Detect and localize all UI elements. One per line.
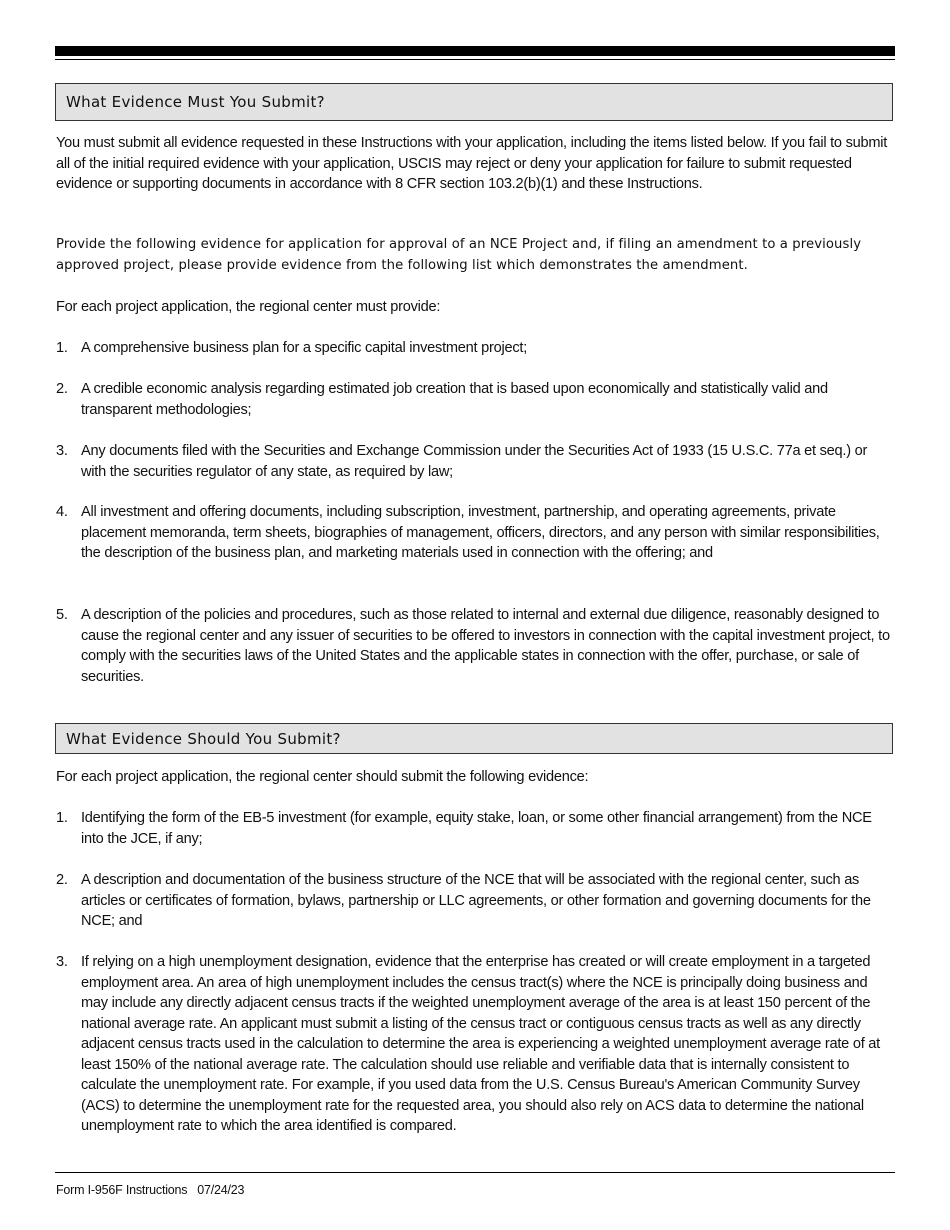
footer-rule (55, 1172, 895, 1173)
must-provide-lead: For each project application, the regional center must provide: (56, 299, 441, 315)
item-number: 3. (56, 443, 68, 459)
item-number: 1. (56, 340, 68, 356)
footer-form-name: Form I-956F Instructions (56, 1183, 188, 1197)
list-item (56, 808, 892, 849)
list-item (56, 379, 892, 420)
item-number: 1. (56, 810, 68, 826)
item-number: 2. (56, 381, 68, 397)
item-text: Identifying the form of the EB-5 investment (for example, equity stake, loan, or some other financial arrangement) from the NCE into the JCE, if any; (81, 810, 872, 847)
list-item (56, 502, 892, 564)
item-text: A description of the policies and procedures, such as those related to internal and external due diligence, reasonably designed to cause the regional center and any issuer of securities to be offered to investors in connection with the capital investment project, to comply with the securities laws of the United States and the applicable states in connection with the offer, purchase, or sale of securities. (81, 607, 890, 685)
list-item (56, 605, 892, 687)
intro-paragraph: You must submit all evidence requested in these Instructions with your application, including the items listed below. If you fail to submit all of the initial required evidence with your application, USCIS may reject or deny your application for failure to submit requested evidence or supporting documents in accordance with 8 CFR section 103.2(b)(1) and these Instructions. (56, 135, 888, 192)
item-text: A credible economic analysis regarding estimated job creation that is based upon economically and statistically valid and transparent methodologies; (81, 381, 828, 418)
item-number: 3. (56, 954, 68, 970)
item-text: If relying on a high unemployment designation, evidence that the enterprise has created or will create employment in a targeted employment area. An area of high unemployment includes the census tract(s) where the NCE is principally doing business and may include any directly adjacent census tracts if the weighted unemployment average of the area is at least 150 percent of the national average rate. An applicant must submit a listing of the census tract or contiguous census tracts as well as any directly adjacent census tracts used in the calculation to determine the area is experiencing a weighted unemployment average rate of at least 150% of the national average rate. The calculation should use reliable and verifiable data that is internally consistent to calculate the unemployment rate. For example, if you used data from the U.S. Census Bureau's American Community Survey (ACS) to determine the unemployment rate for the requested area, you should also rely on ACS data to determine the national unemployment rate to which the area identified is compared. (81, 954, 880, 1134)
footer-date: 07/24/23 (197, 1183, 245, 1197)
top-rule-thick (55, 46, 895, 56)
item-text: A comprehensive business plan for a specific capital investment project; (81, 340, 527, 356)
section-header-should-submit (55, 723, 893, 754)
item-number: 2. (56, 872, 68, 888)
section-header-must-submit (55, 83, 893, 121)
list-item (56, 338, 892, 359)
list-item (56, 870, 892, 932)
item-text: All investment and offering documents, including subscription, investment, partnership, and operating agreements, private placement memoranda, term sheets, biographies of management, officers, directors, and any person with similar responsibilities, the description of the business plan, and marketing materials used in connection with the offering; and (81, 504, 880, 561)
item-text: Any documents filed with the Securities and Exchange Commission under the Securities Act of 1933 (15 U.S.C. 77a et seq.) or with the securities regulator of any state, as required by law; (81, 443, 868, 480)
item-number: 4. (56, 504, 68, 520)
section-title: What Evidence Should You Submit? (66, 729, 341, 748)
section-title: What Evidence Must You Submit? (66, 93, 325, 111)
provide-paragraph: Provide the following evidence for application for approval of an NCE Project and, if filing an amendment to a previously approved project, please provide evidence from the following list which demonstrates the amendment. (56, 237, 862, 273)
list-item (56, 952, 892, 1137)
list-item (56, 441, 892, 482)
top-rule-thin (55, 59, 895, 60)
footer (56, 1183, 244, 1197)
item-number: 5. (56, 607, 68, 623)
item-text: A description and documentation of the business structure of the NCE that will be associated with the regional center, such as articles or certificates of formation, bylaws, partnership or LLC agreements, or other formation and governing documents for the NCE; and (81, 872, 871, 929)
should-submit-lead: For each project application, the regional center should submit the following evidence: (56, 769, 589, 785)
